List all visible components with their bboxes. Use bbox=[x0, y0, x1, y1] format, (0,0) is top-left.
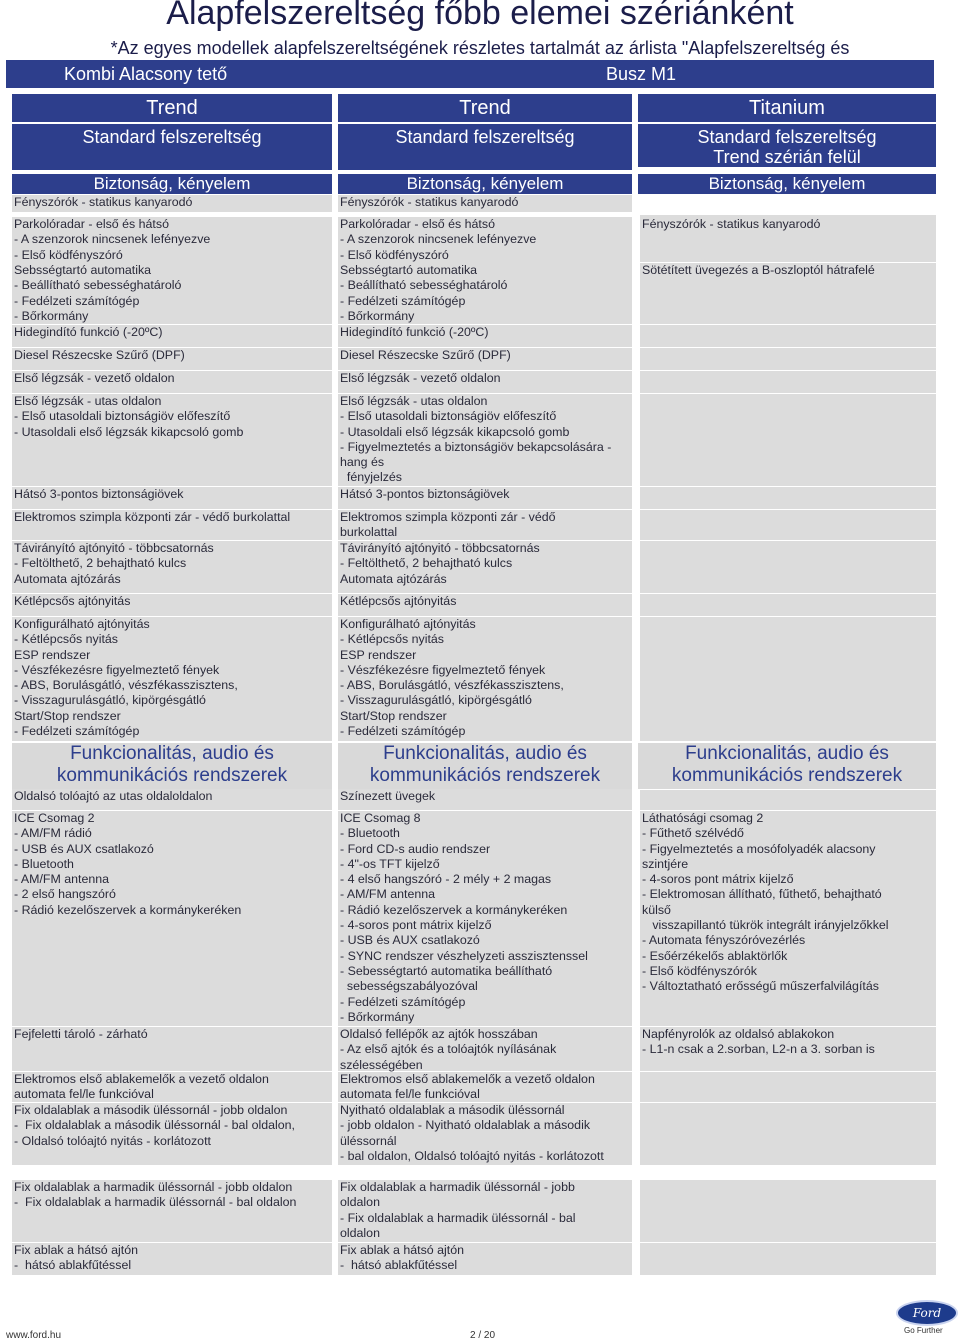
col1-row: Távirányító ajtónyitó - többcsatornás - Feltölthető, 2 behajtható kulcs Automata ajtózárás bbox=[12, 541, 332, 593]
col3-row-bg bbox=[640, 1103, 936, 1165]
col1-row: Első légzsák - vezető oldalon bbox=[12, 371, 332, 393]
col1-row: Elektromos szimpla központi zár - védő burkolattal bbox=[12, 510, 332, 540]
col1-row: Konfigurálható ajtónyitás - Kétlépcsős nyitás ESP rendszer - Vészfékezésre figyelmeztető fények - ABS, Borulásgátló, vészfékasszisztens, - Visszagurulásgátló, kipörgésgátló Start/Stop rendszer - Fedélzeti számítógép bbox=[12, 617, 332, 741]
col3-row-bg bbox=[640, 1243, 936, 1275]
col1-row: Első légzsák - utas oldalon - Első utasoldali biztonságiöv előfeszítő - Utasoldali első légzsák kikapcsoló gomb bbox=[12, 394, 332, 486]
col3-row-bg bbox=[640, 371, 936, 393]
col1-row: Oldalsó tolóajtó az utas oldaloldalon bbox=[12, 789, 332, 810]
col3-row: Napfényrolók az oldalsó ablakokon - L1-n csak a 2.sorban, L2-n a 3. sorban is bbox=[642, 1027, 875, 1057]
col2-row: Elektromos első ablakemelők a vezető oldalon automata fel/le funkcióval bbox=[338, 1072, 632, 1102]
col2-row: Parkolóradar - első és hátsó - A szenzorok nincsenek lefényezve - Első ködfényszóró bbox=[338, 217, 632, 263]
col1-row: Fejfeletti tároló - zárható bbox=[12, 1027, 332, 1071]
col3-row-bg bbox=[640, 790, 936, 810]
col2-section-title: Funkcionalitás, audio és kommunikációs rendszerek bbox=[338, 743, 632, 789]
col3-row-bg bbox=[640, 1180, 936, 1242]
col2-row: Konfigurálható ajtónyitás - Kétlépcsős nyitás ESP rendszer - Vészfékezésre figyelmeztető fények - ABS, Borulásgátló, vészfékasszisztens, - Visszagurulásgátló, kipörgésgátló Start/Stop rendszer - Fedélzeti számítógép bbox=[338, 617, 632, 741]
col2-row: Első légzsák - vezető oldalon bbox=[338, 371, 632, 393]
col3-series: Titanium bbox=[638, 94, 936, 122]
col1-row: Parkolóradar - első és hátsó - A szenzorok nincsenek lefényezve - Első ködfényszóró bbox=[12, 217, 332, 263]
col2-row: Nyitható oldalablak a második üléssornál - jobb oldalon - Nyitható oldalablak a második üléssornál - bal oldalon, Oldalsó tolóajtó nyitás - korlátozott bbox=[338, 1103, 632, 1165]
col2-row: Fényszórók - statikus kanyarodó bbox=[338, 195, 632, 212]
col1-section-title: Funkcionalitás, audio és kommunikációs rendszerek bbox=[12, 743, 332, 789]
col2-series: Trend bbox=[338, 94, 632, 122]
col2-row: Első légzsák - utas oldalon - Első utasoldali biztonságiöv előfeszítő - Utasoldali első légzsák kikapcsoló gomb - Figyelmeztetés a biztonságiöv bekapcsolására - hang és fényjelzés bbox=[338, 394, 632, 486]
col2-row: Diesel Részecske Szűrő (DPF) bbox=[338, 348, 632, 370]
col3-section-title: Funkcionalitás, audio és kommunikációs rendszerek bbox=[638, 743, 936, 789]
col2-row: Oldalsó fellépők az ajtók hosszában - Az első ajtók és a tolóajtók nyílásának szélességében bbox=[338, 1027, 632, 1071]
col1-row: Hátsó 3-pontos biztonságiövek bbox=[12, 487, 332, 509]
col1-row: Hidegindító funkció (-20ºC) bbox=[12, 325, 332, 347]
col2-row: Fix ablak a hátsó ajtón - hátsó ablakfűtéssel bbox=[338, 1243, 632, 1275]
model-bar bbox=[6, 60, 934, 88]
col1-row: Fix oldalablak a második üléssornál - jobb oldalon - Fix oldalablak a második üléssornál - bal oldalon, - Oldalsó tolóajtó nyitás - korlátozott bbox=[12, 1103, 332, 1165]
page-title: Alapfelszereltség főbb elemei szériánként bbox=[166, 0, 794, 32]
col3-row-bg bbox=[640, 510, 936, 540]
col1-row: Sebsségtartó automatika - Beállítható sebességhatároló - Fedélzeti számítógép - Bőrkormány bbox=[12, 263, 332, 324]
col3-row-bg bbox=[640, 487, 936, 509]
col3-row-bg bbox=[640, 541, 936, 593]
col1-standard: Standard felszereltség bbox=[12, 124, 332, 170]
col1-category: Biztonság, kényelem bbox=[12, 174, 332, 194]
col2-row: Kétlépcsős ajtónyitás bbox=[338, 594, 632, 616]
col2-row: Hátsó 3-pontos biztonságiövek bbox=[338, 487, 632, 509]
col1-row: Kétlépcsős ajtónyitás bbox=[12, 594, 332, 616]
ford-logo: Ford bbox=[896, 1300, 958, 1326]
col2-row: Hidegindító funkció (-20ºC) bbox=[338, 325, 632, 347]
col2-row: ICE Csomag 8 - Bluetooth - Ford CD-s audio rendszer - 4"-os TFT kijelző - 4 első hangszóró - 2 mély + 2 magas - AM/FM antenna - Rádió kezelőszervek a kormánykeréken - 4-soros pont mátrix kijelző - USB és AUX csatlakozó - SYNC rendszer vészhelyzeti asszisztenssel - Sebességtartó automatika beállítható sebességszabályozóval - Fedélzeti számítógép - Bőrkormány bbox=[338, 811, 632, 1026]
col2-category: Biztonság, kényelem bbox=[338, 174, 632, 194]
col3-row: Láthatósági csomag 2 - Fűthető szélvédő - Figyelmeztetés a mosófolyadék alacsony szintjére - 4-soros pont mátrix kijelző - Elektromosan állítható, fűthető, behajtható külső visszapillantó tükrök integrált irányjelzőkkel - Automata fényszóróvezérlés - Esőérzékelős ablaktörlők - Első ködfényszórók - Változtatható erősségű műszerfalvilágítás bbox=[642, 811, 889, 994]
col1-series: Trend bbox=[12, 94, 332, 122]
col3-row: Sötétített üvegezés a B-oszloptól hátrafelé bbox=[642, 263, 875, 277]
col3-row-bg bbox=[640, 594, 936, 616]
col3-row: Fényszórók - statikus kanyarodó bbox=[642, 217, 821, 231]
col1-row: Elektromos első ablakemelők a vezető oldalon automata fel/le funkcióval bbox=[12, 1072, 332, 1102]
col1-row: Fényszórók - statikus kanyarodó bbox=[12, 195, 332, 212]
col2-row: Távirányító ajtónyitó - többcsatornás - Feltölthető, 2 behajtható kulcs Automata ajtózárás bbox=[338, 541, 632, 593]
col2-standard: Standard felszereltség bbox=[338, 124, 632, 170]
col3-row-bg bbox=[640, 325, 936, 347]
col1-row: Fix ablak a hátsó ajtón - hátsó ablakfűtéssel bbox=[12, 1243, 332, 1275]
col1-row: ICE Csomag 2 - AM/FM rádió - USB és AUX csatlakozó - Bluetooth - AM/FM antenna - 2 első hangszóró - Rádió kezelőszervek a kormánykeréken bbox=[12, 811, 332, 1026]
col2-row: Elektromos szimpla központi zár - védő burkolattal bbox=[338, 510, 632, 540]
col2-row: Fix oldalablak a harmadik üléssornál - jobb oldalon - Fix oldalablak a harmadik üléssornál - bal oldalon bbox=[338, 1180, 632, 1242]
col3-row-bg bbox=[640, 394, 936, 486]
col3-row-bg bbox=[640, 1072, 936, 1102]
col2-row: Sebsségtartó automatika - Beállítható sebességhatároló - Fedélzeti számítógép - Bőrkormány bbox=[338, 263, 632, 324]
col2-row: Színezett üvegek bbox=[338, 789, 632, 810]
page-number: 2 / 20 bbox=[470, 1330, 496, 1341]
bar-left-label: Kombi Alacsony tető bbox=[64, 64, 228, 84]
footer-url[interactable]: www.ford.hu bbox=[6, 1330, 62, 1341]
page-subtitle: *Az egyes modellek alapfelszereltségének részletes tartalmát az árlista "Alapfelszereltség és bbox=[110, 38, 850, 58]
col1-row: Fix oldalablak a harmadik üléssornál - jobb oldalon - Fix oldalablak a harmadik üléssornál - bal oldalon bbox=[12, 1180, 332, 1242]
col3-category: Biztonság, kényelem bbox=[638, 174, 936, 194]
col1-row: Diesel Részecske Szűrő (DPF) bbox=[12, 348, 332, 370]
ford-tagline: Go Further bbox=[904, 1326, 943, 1335]
bar-right-label: Busz M1 bbox=[606, 64, 677, 84]
col3-standard: Standard felszereltség Trend szérián felül bbox=[638, 124, 936, 167]
col3-row-bg bbox=[640, 348, 936, 370]
col3-row-bg bbox=[640, 617, 936, 741]
